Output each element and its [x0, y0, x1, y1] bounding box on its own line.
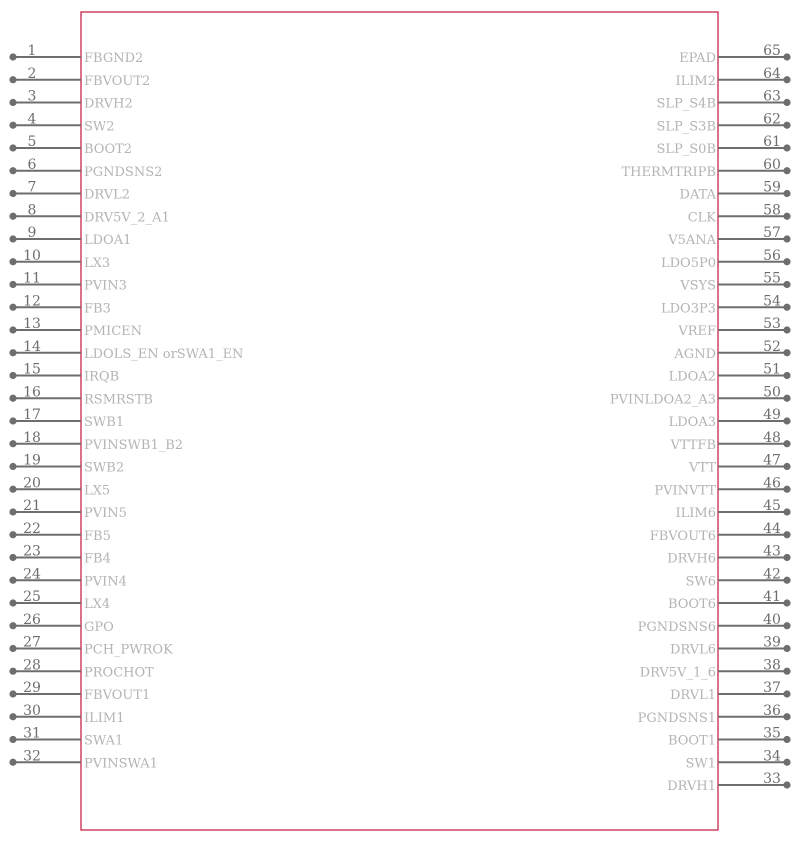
pin-47: [688, 453, 791, 476]
pin-number: 22: [23, 520, 41, 537]
pin-terminal-dot: [9, 599, 16, 606]
pin-number: 6: [27, 156, 37, 173]
pin-21: [9, 498, 127, 521]
pin-23: [9, 544, 110, 567]
pin-number: 65: [763, 43, 781, 59]
pin-terminal-dot: [783, 736, 790, 743]
pin-number: 28: [23, 657, 41, 674]
pin-18: [9, 430, 183, 453]
pin-label: DRVH2: [84, 96, 133, 112]
pin-number: 19: [23, 452, 41, 469]
pin-number: 47: [763, 452, 781, 469]
pin-terminal-dot: [9, 645, 16, 652]
pin-terminal-dot: [783, 281, 790, 288]
pin-terminal-dot: [783, 144, 790, 151]
pin-label: FBGND2: [84, 51, 144, 66]
pin-57: [667, 225, 790, 248]
pin-2: [9, 66, 150, 89]
pin-label: DRV5V_1_6: [639, 665, 716, 681]
pin-terminal-dot: [783, 417, 790, 424]
pin-label: VSYS: [680, 278, 716, 294]
pin-terminal-dot: [9, 258, 16, 265]
pin-label: FBVOUT6: [649, 528, 716, 544]
pin-label: DRV5V_2_A1: [84, 210, 170, 226]
pin-label: THERMTRIPB: [621, 164, 716, 180]
pin-label: AGND: [674, 346, 716, 362]
pin-terminal-dot: [9, 577, 16, 584]
pin-62: [656, 111, 790, 134]
pin-7: [9, 180, 130, 203]
pin-label: LDOA3: [668, 415, 716, 430]
pin-terminal-dot: [9, 53, 16, 60]
pin-number: 21: [23, 498, 41, 514]
pin-53: [677, 316, 790, 339]
pin-51: [669, 362, 791, 385]
pin-label: SWB1: [84, 415, 125, 430]
pin-label: IRQB: [84, 369, 120, 385]
pin-terminal-dot: [9, 122, 16, 129]
pin-number: 52: [763, 338, 781, 355]
pin-22: [9, 521, 110, 544]
pin-label: FBVOUT2: [84, 73, 151, 89]
pin-terminal-dot: [9, 304, 16, 311]
pin-58: [688, 202, 791, 225]
pin-terminal-dot: [9, 190, 16, 197]
pin-label: BOOT6: [667, 597, 716, 612]
pin-terminal-dot: [783, 622, 790, 629]
pin-6: [9, 157, 162, 180]
pin-number: 60: [763, 156, 781, 173]
pin-33: [667, 771, 790, 794]
pin-45: [676, 498, 791, 521]
pin-label: PROCHOT: [84, 665, 154, 681]
pin-label: LDOLS_EN orSWA1_EN: [84, 346, 244, 362]
pin-label: BOOT1: [667, 733, 716, 749]
pin-label: PVINSWB1_B2: [84, 437, 184, 453]
pin-label: DATA: [679, 187, 716, 203]
pin-label: LDOA2: [668, 369, 716, 385]
pin-number: 46: [763, 475, 781, 492]
pin-number: 1: [27, 43, 37, 59]
pin-8: [9, 202, 169, 225]
pin-label: LDOA1: [84, 233, 132, 248]
pin-label: ILIM1: [84, 710, 125, 726]
pin-label: SWA1: [84, 733, 124, 749]
pin-number: 20: [23, 475, 41, 492]
pin-number: 59: [763, 179, 781, 196]
pin-number: 32: [23, 748, 41, 765]
pin-41: [668, 589, 791, 612]
pin-terminal-dot: [9, 690, 16, 697]
pin-terminal-dot: [9, 668, 16, 675]
pin-number: 49: [763, 407, 781, 423]
pin-label: FB4: [84, 551, 111, 567]
pin-29: [9, 680, 150, 703]
pin-9: [9, 225, 131, 248]
pin-number: 34: [763, 748, 781, 765]
pin-number: 33: [763, 771, 781, 787]
ic-body: [81, 12, 718, 830]
pin-26: [9, 612, 113, 635]
pin-number: 58: [763, 202, 781, 219]
pin-terminal-dot: [783, 645, 790, 652]
pin-12: [9, 293, 110, 316]
left-pin-group: [9, 43, 243, 771]
pin-terminal-dot: [783, 235, 790, 242]
pin-label: EPAD: [679, 51, 716, 66]
pin-14: [9, 339, 243, 362]
pin-label: RSMRSTB: [84, 392, 153, 408]
pin-terminal-dot: [783, 99, 790, 106]
pin-label: PVINLDOA2_A3: [609, 392, 716, 408]
pin-61: [656, 134, 790, 157]
pin-label: FB3: [84, 301, 111, 317]
pin-number: 25: [23, 589, 41, 605]
pin-number: 35: [763, 725, 781, 742]
pin-label: ILIM2: [675, 73, 716, 89]
pin-42: [685, 566, 790, 589]
pin-terminal-dot: [783, 372, 790, 379]
pin-terminal-dot: [783, 213, 790, 220]
pin-label: LDO3P3: [660, 301, 716, 317]
pin-number: 11: [23, 270, 41, 287]
pin-terminal-dot: [783, 759, 790, 766]
pin-label: SWB2: [84, 460, 125, 476]
pin-terminal-dot: [783, 486, 790, 493]
pin-49: [669, 407, 791, 430]
pin-terminal-dot: [783, 440, 790, 447]
pin-number: 7: [27, 179, 37, 196]
pin-terminal-dot: [9, 486, 16, 493]
pin-11: [9, 271, 127, 294]
pin-25: [9, 589, 110, 612]
pin-number: 31: [23, 725, 41, 742]
pin-number: 41: [763, 589, 781, 605]
pin-34: [685, 748, 790, 771]
pin-17: [9, 407, 124, 430]
pin-31: [9, 726, 123, 749]
pin-5: [9, 134, 132, 157]
pin-terminal-dot: [9, 759, 16, 766]
pin-label: SLP_S4B: [656, 96, 716, 112]
pin-19: [9, 453, 124, 476]
pin-54: [661, 293, 791, 316]
pin-label: PVIN4: [84, 574, 127, 590]
pin-label: GPO: [84, 619, 114, 635]
pin-terminal-dot: [783, 53, 790, 60]
pin-number: 53: [763, 316, 781, 332]
pin-number: 12: [23, 293, 41, 310]
pin-10: [9, 248, 110, 271]
pin-number: 14: [23, 338, 41, 355]
pin-terminal-dot: [783, 463, 790, 470]
pin-label: DRVL1: [669, 688, 716, 703]
pin-number: 13: [23, 316, 41, 332]
pin-number: 9: [27, 225, 37, 241]
pin-60: [622, 157, 791, 180]
pin-terminal-dot: [9, 372, 16, 379]
pin-terminal-dot: [9, 281, 16, 288]
pin-number: 26: [23, 611, 41, 628]
pin-65: [679, 43, 790, 66]
pin-number: 24: [23, 566, 41, 583]
pin-number: 55: [763, 270, 781, 287]
pin-number: 64: [763, 65, 781, 82]
pin-number: 37: [763, 680, 781, 696]
pin-label: SW1: [685, 756, 716, 772]
pin-terminal-dot: [783, 304, 790, 311]
pin-number: 51: [763, 361, 781, 378]
pin-50: [610, 384, 791, 407]
pin-number: 8: [27, 202, 37, 219]
pin-label: CLK: [687, 210, 716, 226]
pin-terminal-dot: [9, 463, 16, 470]
pin-label: PCH_PWROK: [84, 642, 173, 658]
pin-48: [669, 430, 790, 453]
pin-24: [9, 566, 127, 589]
pin-label: V5ANA: [668, 233, 716, 248]
pin-terminal-dot: [783, 326, 790, 333]
pin-52: [673, 339, 790, 362]
pin-number: 56: [763, 247, 781, 264]
pin-terminal-dot: [783, 668, 790, 675]
pin-label: VREF: [678, 324, 716, 339]
pin-number: 45: [763, 498, 781, 514]
pin-40: [638, 612, 791, 635]
pin-label: FB5: [84, 528, 111, 544]
pin-terminal-dot: [9, 531, 16, 538]
pin-label: SW2: [84, 119, 115, 135]
pin-number: 5: [27, 134, 37, 150]
pin-43: [667, 544, 790, 567]
pin-terminal-dot: [783, 781, 790, 788]
pin-label: PVIN5: [84, 506, 127, 521]
pin-terminal-dot: [9, 144, 16, 151]
pin-number: 3: [27, 88, 37, 105]
pin-terminal-dot: [783, 531, 790, 538]
pin-terminal-dot: [9, 395, 16, 402]
pin-label: DRVL2: [84, 187, 131, 203]
pin-label: DRVH1: [667, 779, 716, 794]
pin-39: [670, 635, 791, 658]
pin-13: [9, 316, 142, 339]
pin-28: [9, 657, 154, 680]
pin-terminal-dot: [783, 76, 790, 83]
pin-number: 40: [763, 611, 781, 628]
pin-label: PGNDSNS1: [637, 710, 716, 726]
pin-label: DRVH6: [667, 551, 716, 567]
pin-number: 62: [763, 111, 781, 128]
pin-terminal-dot: [783, 395, 790, 402]
pin-terminal-dot: [9, 440, 16, 447]
pin-15: [9, 362, 119, 385]
pin-terminal-dot: [9, 167, 16, 174]
pin-label: SLP_S3B: [656, 119, 716, 135]
pin-terminal-dot: [783, 190, 790, 197]
pin-label: DRVL6: [669, 642, 716, 658]
pin-30: [9, 703, 124, 726]
pin-number: 63: [763, 88, 781, 105]
pin-terminal-dot: [9, 235, 16, 242]
pin-label: PGNDSNS2: [84, 164, 163, 180]
pin-number: 39: [763, 634, 781, 651]
pin-terminal-dot: [783, 349, 790, 356]
pin-20: [9, 475, 110, 498]
pin-4: [9, 111, 114, 134]
pin-terminal-dot: [9, 622, 16, 629]
pin-56: [661, 248, 791, 271]
pin-number: 36: [763, 702, 781, 719]
pin-terminal-dot: [783, 554, 790, 561]
pin-label: LX3: [84, 255, 111, 271]
pin-number: 23: [23, 543, 41, 560]
pin-label: PGNDSNS6: [637, 619, 716, 635]
pin-terminal-dot: [783, 713, 790, 720]
pin-terminal-dot: [9, 76, 16, 83]
pin-terminal-dot: [9, 349, 16, 356]
pin-label: PMICEN: [84, 324, 143, 339]
pin-label: PVINSWA1: [84, 756, 158, 772]
pin-46: [654, 475, 790, 498]
pin-label: VTT: [689, 460, 716, 476]
pin-64: [676, 66, 791, 89]
pin-terminal-dot: [9, 213, 16, 220]
pin-label: SLP_S0B: [656, 142, 716, 157]
pin-59: [680, 180, 791, 203]
pin-38: [640, 657, 791, 680]
pin-number: 27: [23, 634, 41, 651]
pin-terminal-dot: [783, 258, 790, 265]
pin-terminal-dot: [9, 713, 16, 720]
pin-number: 38: [763, 657, 781, 674]
pin-terminal-dot: [9, 554, 16, 561]
pin-36: [638, 703, 791, 726]
pin-label: BOOT2: [84, 142, 133, 157]
pin-terminal-dot: [9, 326, 16, 333]
pin-55: [679, 271, 790, 294]
pin-number: 48: [763, 429, 781, 446]
pin-label: LX4: [84, 597, 111, 612]
right-pin-group: [610, 43, 791, 794]
pin-1: [9, 43, 143, 66]
pin-35: [668, 726, 791, 749]
pin-terminal-dot: [9, 736, 16, 743]
pin-number: 43: [763, 543, 781, 560]
pin-terminal-dot: [783, 508, 790, 515]
pin-terminal-dot: [783, 577, 790, 584]
pin-number: 4: [27, 111, 37, 128]
pin-terminal-dot: [783, 690, 790, 697]
pin-63: [656, 89, 790, 112]
pin-37: [670, 680, 791, 703]
pin-number: 18: [23, 429, 41, 446]
pin-27: [9, 635, 173, 658]
pin-terminal-dot: [783, 122, 790, 129]
pin-3: [9, 89, 132, 112]
pin-44: [650, 521, 791, 544]
pin-terminal-dot: [9, 99, 16, 106]
pin-label: VTTFB: [670, 437, 716, 453]
pin-number: 15: [23, 361, 41, 378]
pin-terminal-dot: [9, 508, 16, 515]
pin-number: 16: [23, 384, 41, 401]
pin-number: 29: [23, 680, 41, 696]
pin-terminal-dot: [9, 417, 16, 424]
pin-label: FBVOUT1: [84, 688, 151, 703]
pin-number: 2: [27, 65, 37, 82]
pin-label: SW6: [685, 574, 716, 590]
pin-number: 17: [23, 407, 41, 423]
pin-number: 54: [763, 293, 781, 310]
pin-label: ILIM6: [675, 506, 716, 521]
pin-terminal-dot: [783, 167, 790, 174]
pin-number: 10: [23, 247, 41, 264]
pin-32: [9, 748, 158, 771]
pin-label: PVINVTT: [654, 483, 716, 499]
pin-number: 44: [763, 520, 781, 537]
pin-number: 50: [763, 384, 781, 401]
pin-number: 57: [763, 225, 781, 241]
pin-number: 61: [763, 134, 781, 150]
pin-label: LX5: [84, 483, 111, 499]
pin-label: LDO5P0: [660, 255, 716, 271]
pin-terminal-dot: [783, 599, 790, 606]
pin-number: 30: [23, 702, 41, 719]
pin-number: 42: [763, 566, 781, 583]
pin-label: PVIN3: [84, 278, 127, 294]
